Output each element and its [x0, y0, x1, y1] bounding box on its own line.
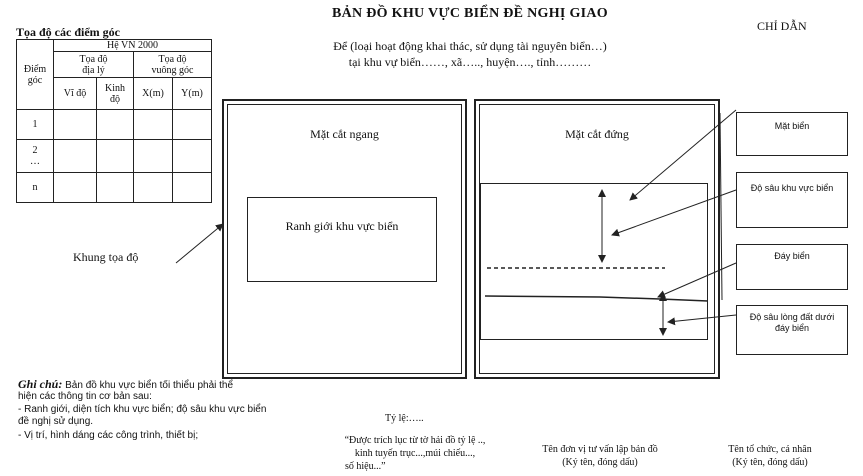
legend-depth: Độ sâu khu vực biển	[736, 172, 848, 228]
lon-header-line1: Kinh	[105, 82, 125, 94]
excerpt-line1: “Được trích lục từ tờ hải đồ tỷ lệ ..,	[344, 435, 486, 446]
excerpt-line2: kinh tuyến trục...,múi chiếu...,	[354, 448, 476, 459]
bottom-pointer	[658, 263, 736, 297]
boundary-label: Ranh giới khu vực biển	[285, 219, 399, 233]
geo-header-line2: địa lý	[82, 64, 105, 76]
legend-subsoil-line2: đáy biển	[774, 323, 810, 333]
legend-guide-line	[720, 113, 722, 300]
table-row-point: n	[17, 173, 54, 203]
legend-subsoil-line1: Độ sâu lòng đất dưới	[749, 312, 835, 322]
scale-label: Tỷ lệ:…..	[385, 413, 424, 424]
frame-pointer-arrow	[176, 224, 223, 263]
note-label: Ghi chú:	[18, 377, 63, 391]
point-header-line2: góc	[27, 74, 43, 86]
owner-sign: (Ký tên, đóng dấu)	[732, 457, 808, 468]
frame-label: Khung tọa độ	[73, 250, 139, 264]
rect-header-line1: Tọa độ	[158, 53, 187, 65]
owner-name: Tên tổ chức, cá nhân	[728, 444, 812, 455]
note-line3: - Ranh giới, diện tích khu vực biển; độ sâu khu vực biển	[18, 404, 267, 415]
x-header: X(m)	[134, 78, 173, 110]
note-line2: hiện các thông tin cơ bản sau:	[18, 391, 152, 402]
note-text1: Bản đồ khu vực biển tối thiểu phải thể	[65, 380, 234, 391]
subsoil-pointer	[668, 315, 736, 322]
vertical-section-title: Mặt cắt đứng	[565, 127, 629, 141]
location-line: tại khu vự biển……, xã….., huyện…., tỉnh………	[348, 55, 592, 69]
legend-bottom: Đáy biển	[736, 244, 848, 290]
depth-pointer	[612, 190, 736, 235]
geo-header-line1: Tọa độ	[79, 53, 108, 65]
y-header: Y(m)	[173, 78, 212, 110]
rect-header-line2: vuông góc	[151, 64, 194, 76]
note-line5: - Vị trí, hình dáng các công trình, thiết bị;	[18, 430, 199, 441]
lon-header-line2: độ	[110, 93, 120, 105]
lat-header: Vĩ độ	[54, 78, 97, 110]
row-point-ellipsis: …	[30, 156, 40, 167]
consultant-sign: (Ký tên, đóng dấu)	[562, 457, 638, 468]
point-header-line1: Điểm	[23, 63, 47, 75]
legend-surface: Mặt biển	[736, 112, 848, 156]
table-row-point: 1	[17, 110, 54, 140]
coords-heading: Tọa độ các điểm góc	[16, 25, 120, 39]
purpose-line: Để (loại hoạt động khai thác, sử dụng tài nguyên biển…)	[333, 39, 607, 53]
note-line1	[18, 378, 233, 392]
excerpt-line3: số hiệu...”	[345, 461, 386, 472]
legend-title: CHỈ DẪN	[757, 19, 807, 33]
horizontal-section-title: Mặt cắt ngang	[310, 127, 379, 141]
consultant-name: Tên đơn vị tư vấn lập bản đồ	[542, 444, 658, 455]
page-title: BẢN ĐỒ KHU VỰC BIỂN ĐỀ NGHỊ GIAO	[331, 6, 609, 21]
system-header: Hệ VN 2000	[54, 40, 212, 52]
row-point-2: 2	[32, 145, 38, 156]
seabed-line	[485, 296, 708, 301]
note-line4: đề nghị sử dụng.	[18, 416, 94, 427]
